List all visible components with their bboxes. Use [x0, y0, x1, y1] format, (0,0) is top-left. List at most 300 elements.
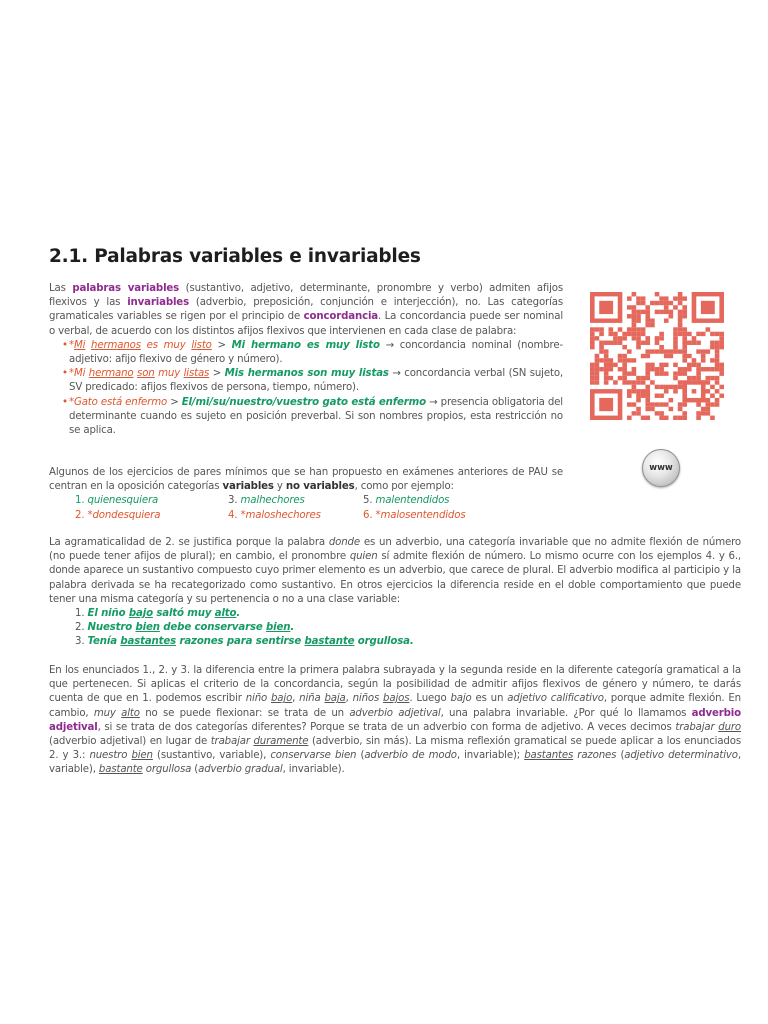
- text: es un: [471, 693, 508, 705]
- qr-module: [673, 389, 678, 393]
- qr-module: [706, 327, 711, 331]
- qr-module: [641, 301, 646, 305]
- qr-module: [719, 363, 724, 367]
- qr-module: [632, 367, 637, 371]
- text: , variable),: [49, 750, 741, 776]
- qr-module: [673, 341, 678, 345]
- qr-module: [696, 376, 701, 380]
- qr-module: [627, 296, 632, 300]
- italic-word: adjetivo determinativo: [624, 750, 738, 762]
- pair-item: [363, 509, 523, 523]
- qr-module: [678, 318, 683, 322]
- example-item: [75, 621, 741, 635]
- qr-module: [664, 354, 669, 358]
- qr-module: [715, 380, 720, 384]
- qr-module: [622, 354, 627, 358]
- qr-module: [669, 310, 674, 314]
- qr-module: [719, 385, 724, 389]
- qr-module: [687, 332, 692, 336]
- incorrect-example: *: [69, 339, 74, 351]
- qr-module: [650, 318, 655, 322]
- italic-word: adjetivo calificativo: [507, 693, 604, 705]
- bold-no-variables: no variables: [285, 481, 355, 493]
- qr-module: [710, 367, 715, 371]
- pair-number: 6.: [363, 509, 376, 521]
- qr-module: [682, 336, 687, 340]
- qr-module: [701, 349, 706, 353]
- qr-module: [632, 318, 637, 322]
- qr-module: [692, 358, 697, 362]
- underlined-word: listas: [183, 368, 210, 380]
- qr-module: [599, 358, 604, 362]
- qr-module: [608, 327, 613, 331]
- example-text: El niño: [87, 608, 129, 620]
- qr-module: [664, 301, 669, 305]
- qr-module: [655, 385, 660, 389]
- qr-module: [618, 341, 623, 345]
- qr-module: [696, 402, 701, 406]
- qr-module: [627, 380, 632, 384]
- qr-module: [627, 349, 632, 353]
- qr-module: [650, 380, 655, 384]
- qr-module: [664, 363, 669, 367]
- qr-module: [673, 327, 678, 331]
- qr-module: [678, 385, 683, 389]
- qr-module: [645, 371, 650, 375]
- text: . Luego: [409, 693, 451, 705]
- qr-module: [636, 314, 641, 318]
- qr-module: [696, 332, 701, 336]
- qr-module: [655, 394, 660, 398]
- qr-module: [636, 327, 641, 331]
- qr-module: [655, 367, 660, 371]
- qr-module: [669, 314, 674, 318]
- qr-module: [659, 332, 664, 336]
- italic-word: adverbio gradual: [198, 764, 283, 776]
- qr-module: [659, 411, 664, 415]
- qr-module: [618, 327, 623, 331]
- qr-module: [622, 371, 627, 375]
- italic-word: niño: [245, 693, 271, 705]
- underlined-word: duro: [718, 721, 741, 733]
- qr-module: [682, 349, 687, 353]
- qr-module: [636, 376, 641, 380]
- qr-module: [659, 296, 664, 300]
- qr-module: [673, 416, 678, 420]
- qr-module: [664, 371, 669, 375]
- qr-module: [590, 345, 595, 349]
- bullet-item: [63, 367, 563, 395]
- pair-word: *dondesquiera: [87, 509, 161, 521]
- qr-module: [715, 354, 720, 358]
- qr-module: [655, 349, 660, 353]
- qr-module: [692, 336, 697, 340]
- qr-module: [645, 389, 650, 393]
- qr-module: [719, 345, 724, 349]
- qr-module: [618, 367, 623, 371]
- qr-module: [715, 349, 720, 353]
- qr-module: [645, 354, 650, 358]
- qr-module: [613, 332, 618, 336]
- qr-module: [682, 345, 687, 349]
- italic-word: quien: [349, 551, 378, 563]
- qr-module: [650, 349, 655, 353]
- qr-module: [599, 341, 604, 345]
- pair-number: 4.: [228, 509, 241, 521]
- qr-module: [645, 385, 650, 389]
- qr-module: [682, 358, 687, 362]
- www-globe-icon[interactable]: [642, 449, 680, 487]
- pair-item: [228, 494, 363, 508]
- qr-module: [590, 332, 595, 336]
- qr-module: [659, 345, 664, 349]
- pair-item: [49, 494, 228, 508]
- qr-module: [590, 341, 595, 345]
- qr-module: [622, 363, 627, 367]
- qr-module: [696, 411, 701, 415]
- qr-module: [613, 363, 618, 367]
- qr-module: [678, 367, 683, 371]
- qr-module: [701, 358, 706, 362]
- qr-module: [622, 367, 627, 371]
- qr-module: [664, 349, 669, 353]
- qr-module: [622, 380, 627, 384]
- qr-module: [715, 398, 720, 402]
- qr-module: [701, 367, 706, 371]
- text: no se puede flexionar: se trata de un: [139, 707, 350, 719]
- qr-module: [595, 354, 600, 358]
- italic-word: nuestro: [89, 750, 132, 762]
- qr-module: [678, 314, 683, 318]
- qr-module: [706, 349, 711, 353]
- qr-module: [682, 354, 687, 358]
- qr-module: [604, 349, 609, 353]
- example-number: 3.: [75, 636, 88, 648]
- qr-module: [608, 363, 613, 367]
- text: sí admite flexión de número. Lo mismo ocurre con los ejemplos 4. y 6., donde aparece un sustantivo compuesto cuyo primer elemento es un adverbio, que carece de plural. El adverbio modifica al participio y la palabra derivada se ha recategorizado como sustantivo. En otros ejercicios la diferencia reside en el doble comportamiento que puede tener una misma categoría y su pertenencia o no a una clase variable:: [49, 551, 741, 605]
- underlined-word: bastantes: [524, 750, 574, 762]
- pair-number: 3.: [228, 495, 241, 507]
- analysis-paragraph: [49, 664, 741, 778]
- incorrect-example: Mi: [73, 368, 86, 380]
- qr-module: [595, 327, 600, 331]
- qr-module: [678, 292, 683, 296]
- qr-module: [632, 336, 637, 340]
- underlined-word: alto: [121, 707, 140, 719]
- qr-module: [599, 349, 604, 353]
- text: Algunos de los ejercicios de pares mínimos que se han propuesto en exámenes anteriores de PAU se centran en la oposición categorías: [49, 467, 563, 493]
- underlined-word: bastante: [304, 636, 355, 648]
- italic-word: trabajar: [675, 721, 719, 733]
- qr-module: [599, 345, 604, 349]
- qr-module: [715, 345, 720, 349]
- underlined-word: hermanos: [91, 339, 141, 351]
- qr-code-icon[interactable]: [590, 292, 724, 420]
- qr-module: [613, 380, 618, 384]
- qr-module: [636, 332, 641, 336]
- qr-module: [664, 296, 669, 300]
- qr-module: [715, 363, 720, 367]
- qr-module: [659, 336, 664, 340]
- qr-module: [655, 411, 660, 415]
- qr-module: [632, 323, 637, 327]
- text: (: [356, 750, 365, 762]
- qr-module: [678, 296, 683, 300]
- qr-module: [636, 345, 641, 349]
- qr-module: [608, 376, 613, 380]
- qr-module: [604, 376, 609, 380]
- example-text: orgullosa.: [354, 636, 414, 648]
- examples-list: [49, 607, 741, 650]
- qr-module: [682, 367, 687, 371]
- qr-module: [682, 416, 687, 420]
- qr-module: [706, 402, 711, 406]
- qr-module: [604, 341, 609, 345]
- qr-module: [678, 323, 683, 327]
- qr-module: [650, 402, 655, 406]
- qr-module: [627, 416, 632, 420]
- qr-module: [696, 416, 701, 420]
- qr-module: [669, 398, 674, 402]
- incorrect-example: *: [69, 368, 74, 380]
- qr-module: [590, 363, 595, 367]
- qr-module: [636, 394, 641, 398]
- qr-module: [604, 367, 609, 371]
- qr-module: [604, 358, 609, 362]
- qr-module: [618, 336, 623, 340]
- qr-module: [641, 296, 646, 300]
- qr-module: [692, 376, 697, 380]
- example-number: 2.: [75, 622, 88, 634]
- qr-module: [664, 385, 669, 389]
- underlined-word: bien: [266, 622, 291, 634]
- pair-number: 5.: [363, 495, 376, 507]
- qr-module: [627, 371, 632, 375]
- example-text: .: [236, 608, 241, 620]
- pairs-row-correct: [49, 494, 563, 508]
- qr-module: [632, 327, 637, 331]
- italic-word: adverbio de modo: [364, 750, 457, 762]
- qr-module: [590, 380, 595, 384]
- separator: >: [211, 339, 232, 351]
- example-text: saltó muy: [152, 608, 215, 620]
- qr-module: [641, 354, 646, 358]
- qr-module: [645, 416, 650, 420]
- arrow-icon: →: [425, 396, 441, 408]
- arrow-icon: →: [379, 339, 400, 351]
- explanation: concordancia nominal (nombre-adjetivo: afijo flexivo de género y número).: [69, 339, 563, 366]
- text: (: [191, 764, 199, 776]
- highlight-concordancia: concordancia: [303, 311, 379, 323]
- qr-module: [636, 301, 641, 305]
- underlined-word: duramente: [253, 736, 309, 748]
- qr-module: [687, 363, 692, 367]
- qr-module: [599, 367, 604, 371]
- qr-module: [632, 385, 637, 389]
- qr-module: [673, 363, 678, 367]
- qr-module: [710, 402, 715, 406]
- qr-module: [632, 292, 637, 296]
- qr-module: [706, 380, 711, 384]
- qr-module: [599, 332, 604, 336]
- text: , invariable);: [456, 750, 525, 762]
- qr-module: [636, 389, 641, 393]
- qr-module: [673, 376, 678, 380]
- example-item: [75, 635, 741, 649]
- qr-module: [636, 398, 641, 402]
- qr-module: [604, 363, 609, 367]
- qr-module: [710, 341, 715, 345]
- qr-module: [696, 341, 701, 345]
- qr-module: [645, 394, 650, 398]
- qr-module: [682, 296, 687, 300]
- qr-module: [682, 327, 687, 331]
- qr-module: [636, 341, 641, 345]
- qr-module: [595, 358, 600, 362]
- qr-module: [622, 345, 627, 349]
- qr-module: [627, 402, 632, 406]
- example-text: .: [290, 622, 295, 634]
- qr-module: [599, 327, 604, 331]
- qr-module: [706, 376, 711, 380]
- text: Las: [49, 283, 73, 294]
- qr-module: [659, 394, 664, 398]
- qr-module: [678, 327, 683, 331]
- qr-module: [715, 376, 720, 380]
- qr-module: [613, 341, 618, 345]
- underlined-word: son: [137, 368, 155, 380]
- qr-module: [645, 402, 650, 406]
- section-heading: 2.1. Palabras variables e invariables: [49, 246, 421, 267]
- qr-module: [636, 310, 641, 314]
- pair-word: quienesquiera: [87, 495, 159, 507]
- qr-module: [632, 411, 637, 415]
- qr-module: [664, 416, 669, 420]
- qr-module: [632, 371, 637, 375]
- qr-module: [664, 310, 669, 314]
- qr-module: [678, 371, 683, 375]
- qr-module: [632, 402, 637, 406]
- qr-module: [696, 367, 701, 371]
- qr-module: [632, 358, 637, 362]
- underlined-word: bien: [135, 622, 160, 634]
- text: , como por ejemplo:: [354, 481, 454, 493]
- qr-module: [622, 358, 627, 362]
- qr-module: [696, 371, 701, 375]
- qr-module: [608, 358, 613, 362]
- qr-module: [692, 363, 697, 367]
- qr-module: [641, 416, 646, 420]
- highlight-invariables: invariables: [127, 297, 189, 309]
- qr-module: [645, 336, 650, 340]
- qr-module: [673, 336, 678, 340]
- qr-module: [710, 394, 715, 398]
- qr-module: [645, 314, 650, 318]
- qr-module: [590, 371, 595, 375]
- incorrect-example: *Gato está enfermo: [69, 396, 168, 408]
- qr-module: [627, 394, 632, 398]
- pair-word: malentendidos: [375, 495, 450, 507]
- qr-module: [692, 389, 697, 393]
- qr-module: [641, 376, 646, 380]
- qr-module: [655, 292, 660, 296]
- qr-module: [595, 363, 600, 367]
- qr-module: [645, 407, 650, 411]
- qr-module: [678, 402, 683, 406]
- qr-module: [595, 336, 600, 340]
- qr-module: [659, 416, 664, 420]
- qr-module: [696, 363, 701, 367]
- qr-module: [678, 380, 683, 384]
- pair-word: malhechores: [240, 495, 305, 507]
- qr-module: [659, 371, 664, 375]
- underlined-word: Mi: [73, 339, 86, 351]
- qr-module: [687, 341, 692, 345]
- qr-module: [650, 367, 655, 371]
- qr-module: [715, 367, 720, 371]
- qr-module: [622, 332, 627, 336]
- example-item: [75, 607, 741, 621]
- qr-module: [682, 402, 687, 406]
- qr-module: [645, 323, 650, 327]
- example-number: 1.: [75, 608, 88, 620]
- qr-module: [687, 354, 692, 358]
- underlined-word: listo: [191, 339, 212, 351]
- qr-module: [669, 407, 674, 411]
- qr-module: [678, 332, 683, 336]
- qr-module: [599, 398, 613, 411]
- qr-module: [632, 389, 637, 393]
- qr-module: [682, 341, 687, 345]
- text: , invariable).: [282, 764, 345, 776]
- qr-module: [622, 376, 627, 380]
- qr-module: [678, 301, 683, 305]
- qr-module: [710, 376, 715, 380]
- qr-module: [706, 411, 711, 415]
- underlined-word: bajo: [270, 693, 293, 705]
- qr-module: [687, 367, 692, 371]
- text: ,: [292, 693, 300, 705]
- correct-example: Mis hermanos son muy listas: [224, 368, 389, 380]
- example-text: Tenía: [87, 636, 121, 648]
- qr-module: [627, 305, 632, 309]
- qr-module: [641, 327, 646, 331]
- qr-module: [678, 407, 683, 411]
- qr-module: [595, 376, 600, 380]
- highlight-adverbio-adjetival: adverbio adjetival: [49, 707, 741, 733]
- qr-module: [632, 314, 637, 318]
- qr-module: [604, 354, 609, 358]
- explanation: concordancia verbal (SN sujeto, SV predicado: afijos flexivos de persona, tiempo, número).: [69, 368, 563, 394]
- text: (adverbio, preposición, conjunción e interjección), no. Las categorías gramaticales variables se rigen por el principio de: [49, 297, 564, 323]
- correct-example: El/mi/su/nuestro/vuestro gato está enfermo: [181, 396, 426, 408]
- italic-word: niña: [299, 693, 325, 705]
- qr-module: [650, 323, 655, 327]
- qr-module: [632, 310, 637, 314]
- qr-module: [706, 407, 711, 411]
- qr-module: [641, 380, 646, 384]
- text: (: [616, 750, 625, 762]
- qr-module: [710, 345, 715, 349]
- qr-module: [655, 371, 660, 375]
- qr-module: [664, 318, 669, 322]
- qr-module: [706, 398, 711, 402]
- qr-module: [645, 376, 650, 380]
- qr-module: [595, 371, 600, 375]
- qr-module: [655, 336, 660, 340]
- text: y: [273, 481, 286, 493]
- qr-module: [627, 358, 632, 362]
